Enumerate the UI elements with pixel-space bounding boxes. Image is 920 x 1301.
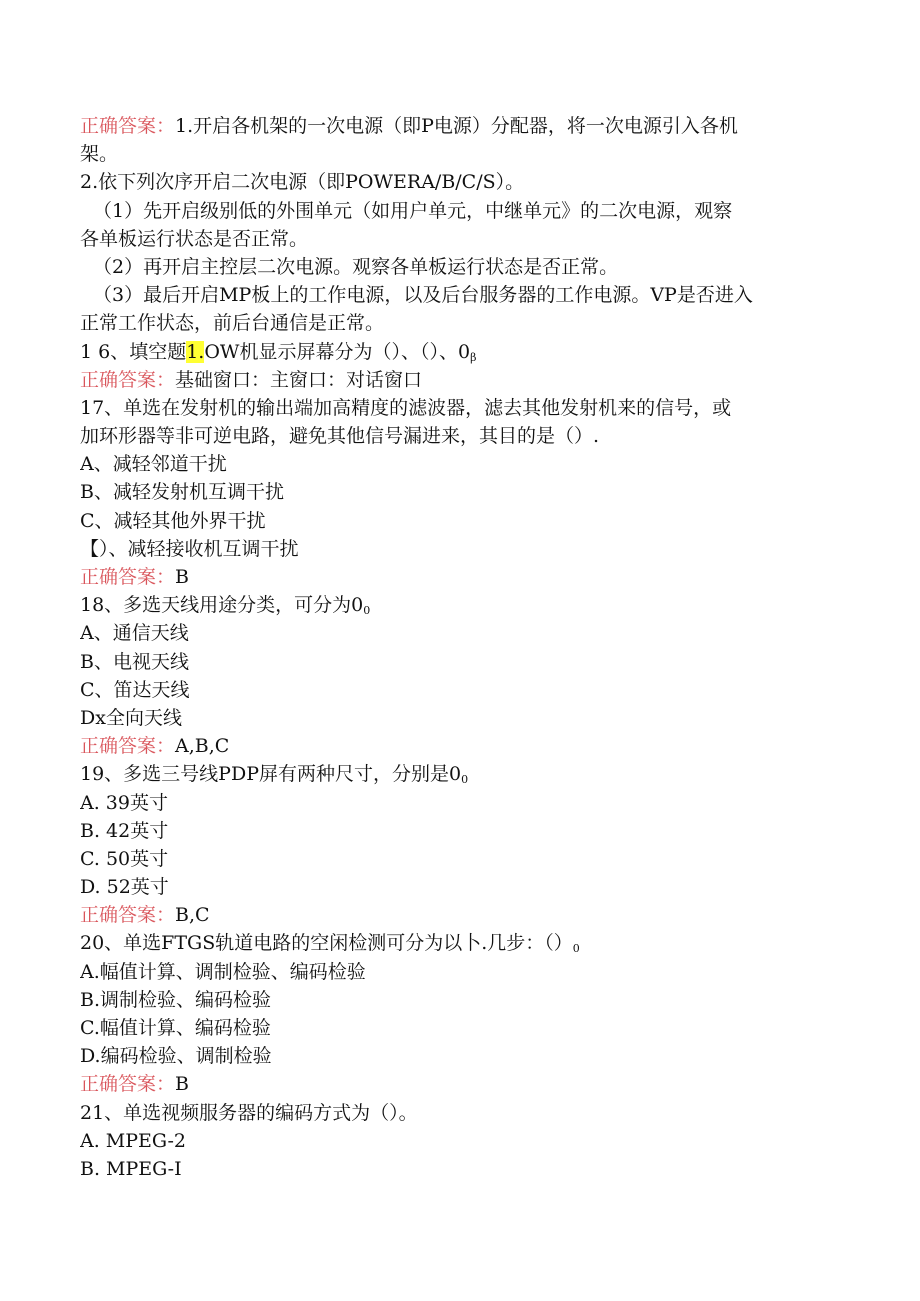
answer-text: 基础窗口：主窗口：对话窗口: [175, 368, 423, 391]
answer-line-19: [80, 901, 840, 929]
answer-label: 正确答案：: [80, 368, 176, 391]
option-a: A. 39英寸: [80, 791, 168, 814]
subscript-mark: 0: [461, 773, 469, 787]
highlighted-text: 1.: [186, 340, 205, 363]
answer-label: 正确答案：: [80, 1073, 176, 1096]
text-line: （2）再开启主控层二次电源。观察各单板运行状态是否正常。: [93, 255, 619, 278]
option-a: A. MPEG-2: [80, 1129, 186, 1152]
answer-label: 正确答案：: [80, 115, 176, 137]
answer-label: 正确答案：: [80, 566, 176, 588]
text-line: 加环形器等非可逆电路，避免其他信号漏进来，其目的是（）.: [80, 425, 600, 448]
question-prefix: 1 6、填空题: [80, 340, 187, 363]
option-d: 【）、减轻接收机互调干扰: [80, 537, 299, 560]
option-c: C、笛达天线: [80, 678, 190, 701]
answer-text: B,C: [175, 904, 210, 927]
answer-line-17: [80, 563, 840, 591]
question-text: 19、多选三号线PDP屏有两种尺寸，分别是0: [80, 763, 462, 786]
option-c: C. 50英寸: [80, 847, 169, 870]
text-line: 正常工作状态，前后台通信是正常。: [80, 312, 385, 335]
answer-label: 正确答案：: [80, 904, 176, 927]
option-a: A、减轻邻道干扰: [80, 453, 227, 476]
text-line: （1）先开启级别低的外围单元（如用户单元，中继单元》的二次电源，观察: [93, 199, 733, 222]
option-d: D.编码检验、调制检验: [80, 1045, 272, 1068]
option-c: C、减轻其他外界干扰: [80, 509, 266, 532]
question-17: 17、单选在发射机的输出端加高精度的滤波器，滤去其他发射机来的信号，或: [80, 396, 732, 419]
text-line: 2.依下列次序开启二次电源（即POWERA/B/C/S）。: [80, 171, 525, 194]
text-line: （3）最后开启MP板上的工作电源，以及后台服务器的工作电源。VP是否进入: [93, 284, 753, 307]
question-text: 20、单选FTGS轨道电路的空闲检测可分为以卜.几步：（）: [80, 932, 573, 955]
question-19: [80, 760, 840, 788]
text-line: 各单板运行状态是否正常。: [80, 227, 309, 250]
subscript-mark: β: [470, 350, 477, 364]
question-20: [80, 929, 840, 957]
question-text: 18、多选天线用途分类，可分为0: [80, 594, 364, 617]
option-b: B.调制检验、编码检验: [80, 988, 272, 1011]
option-d: Dx全向天线: [80, 706, 182, 729]
answer-text: B: [175, 566, 189, 588]
answer-line-1: [80, 112, 840, 140]
question-18: [80, 591, 840, 619]
answer-line-18: [80, 732, 840, 760]
question-text: OW机显示屏幕分为（）、（）、0: [204, 340, 471, 363]
option-b: B. MPEG-I: [80, 1157, 182, 1180]
document-page: [80, 112, 840, 1183]
option-d: D. 52英寸: [80, 876, 169, 899]
option-b: B、电视天线: [80, 650, 189, 673]
question-21: 21、单选视频服务器的编码方式为（）。: [80, 1101, 418, 1124]
answer-line-20: [80, 1070, 840, 1098]
text-line: 架。: [80, 143, 119, 166]
answer-line-16: [80, 366, 840, 394]
answer-text: B: [175, 1073, 189, 1096]
subscript-mark: 0: [572, 942, 580, 956]
option-a: A.幅值计算、调制检验、编码检验: [80, 960, 366, 983]
question-16: [80, 338, 840, 366]
answer-text: A,B,C: [175, 735, 230, 758]
answer-label: 正确答案：: [80, 735, 176, 758]
option-b: B、减轻发射机互调干扰: [80, 481, 284, 504]
option-b: B. 42英寸: [80, 819, 169, 842]
option-a: A、通信天线: [80, 622, 189, 645]
answer-text: 1.开启各机架的一次电源（即P电源）分配器，将一次电源引入各机: [175, 115, 738, 137]
option-c: C.幅值计算、编码检验: [80, 1017, 271, 1039]
subscript-mark: 0: [363, 604, 371, 618]
